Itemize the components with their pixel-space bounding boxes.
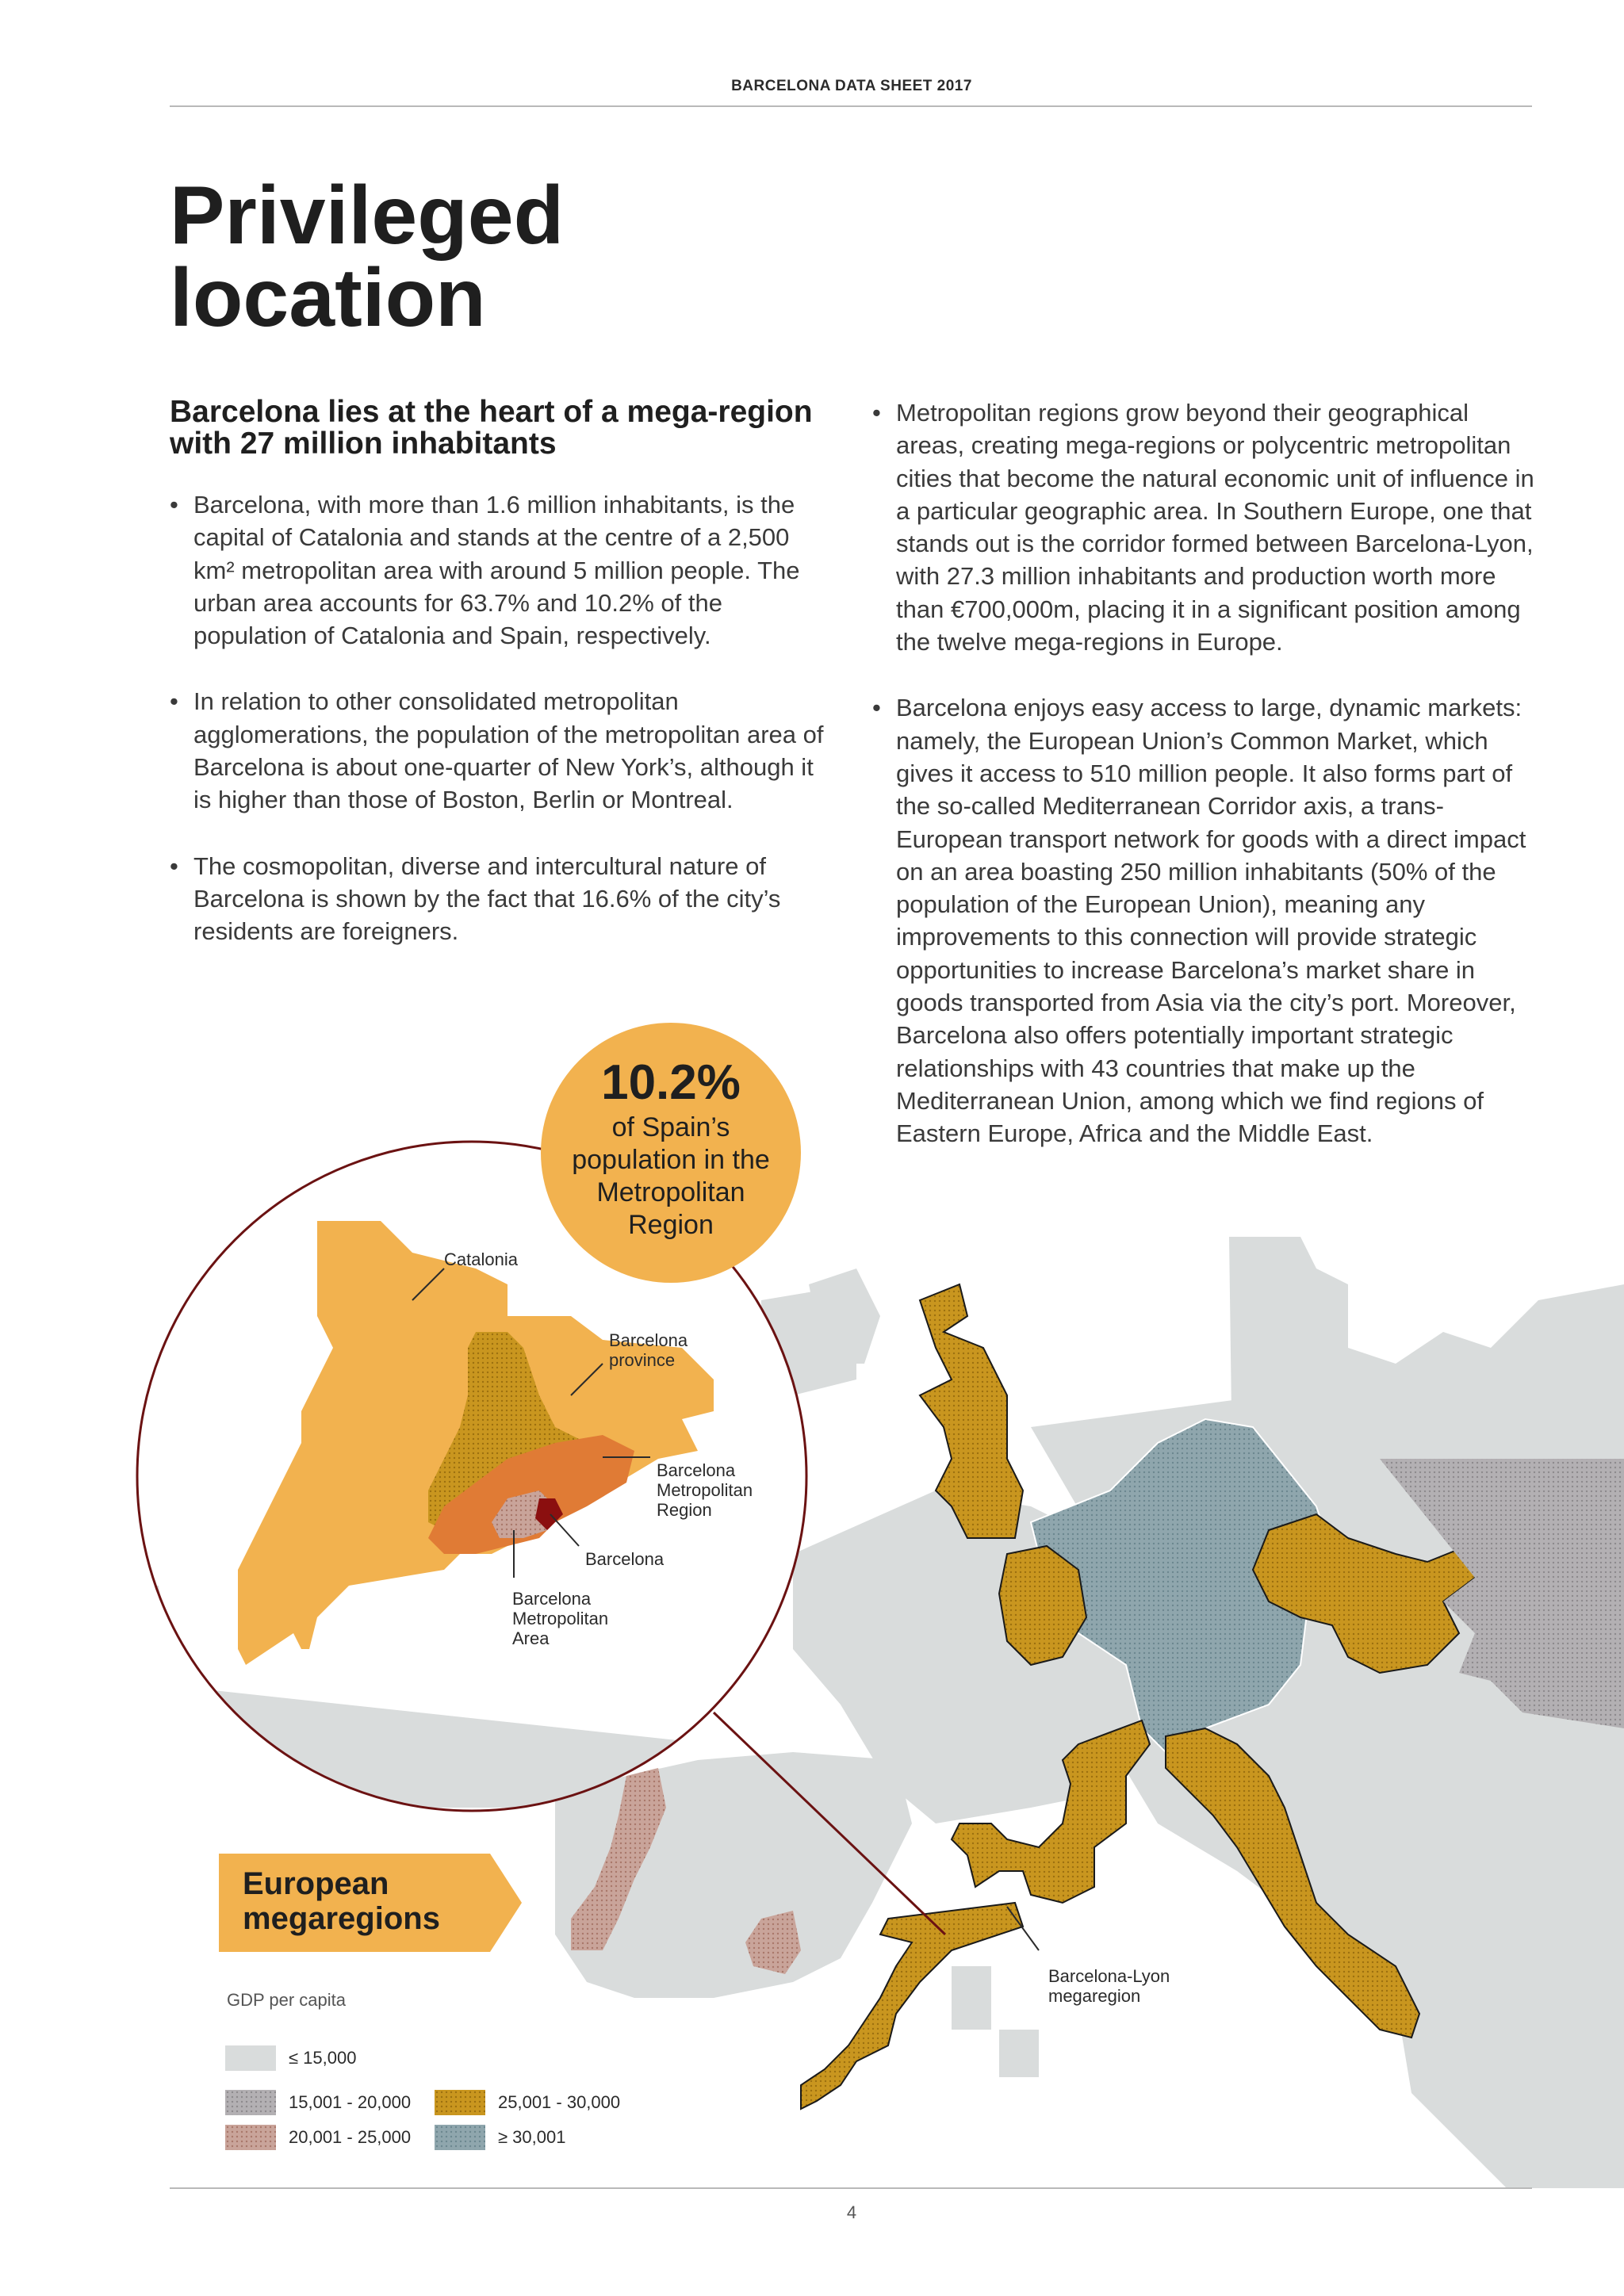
label-province-line-2: province [609, 1350, 676, 1370]
bullet-item: • Barcelona enjoys easy access to large, dynamic markets: namely, the European Union’s Common Market, which gives it access to 510 million people. It also forms part of the so-called Mediterranean Corridor axis, a trans-European transport network for goods with a direct impact on an area boasting 250 million inhabitants (50% of the population of the European Union), meaning any improvements to this connection will provide strategic opportunities to increase Barcelona’s market share in goods transported from Asia via the city’s port. Moreover, Barcelona also offers potentially important strategic relationships with 43 countries that make up the Mediterranean Union, among which we find regions of Eastern Europe, Africa and the Middle East. [872, 691, 1538, 1150]
label-metro-area-line-2: Metropolitan [512, 1609, 609, 1628]
bullet-item: • Metropolitan regions grow beyond their geographical areas, creating mega-regions or polycentric metropolitan cities that become the natural economic unit of influence in a particular geographic area. In Southern Europe, one that stands out is the corridor formed between Barcelona-Lyon, with 27.3 million inhabitants and production worth more than €700,000m, placing it in a significant position among the twelve mega-regions in Europe. [872, 396, 1538, 658]
legend-label: 25,001 - 30,000 [498, 2092, 621, 2112]
label-metro-area-line-3: Area [512, 1628, 550, 1648]
legend-swatch [435, 2125, 485, 2150]
legend-label: 20,001 - 25,000 [289, 2127, 412, 2147]
label-barcelona: Barcelona [585, 1549, 665, 1569]
legend-label: ≥ 30,001 [498, 2127, 566, 2147]
label-catalonia: Catalonia [444, 1249, 518, 1269]
bullet-item: • Barcelona, with more than 1.6 million inhabitants, is the capital of Catalonia and stands at the centre of a 2,500 km² metropolitan area with around 5 million people. The urban area accounts for 63.7% and 10.2% of the population of Catalonia and Spain, respectively. [170, 488, 836, 652]
page-title-line-1: Privileged [170, 170, 565, 262]
legend-title: GDP per capita [227, 1990, 347, 2010]
banner-line-2: megaregions [243, 1901, 440, 1936]
label-barcelona-province [609, 1330, 688, 1370]
page-title-line-2: location [170, 252, 486, 344]
label-metro-area [512, 1589, 608, 1648]
banner-line-1: European [243, 1866, 389, 1901]
label-metro-region [657, 1460, 753, 1520]
callout-value: 10.2% [601, 1055, 741, 1110]
footer-rule [170, 2187, 1532, 2189]
callout-line-4: Region [628, 1210, 714, 1240]
legend-swatch [225, 2125, 276, 2150]
callout-badge [541, 1023, 801, 1283]
label-metro-region-line-1: Barcelona [657, 1460, 736, 1480]
callout-line-2: population in the [572, 1145, 770, 1175]
callout-line-3: Metropolitan [596, 1177, 745, 1207]
legend-swatch [225, 2090, 276, 2115]
bullet-item: • The cosmopolitan, diverse and intercultural nature of Barcelona is shown by the fact that 16.6% of the city’s residents are foreigners. [170, 850, 836, 948]
callout-line-1: of Spain’s [611, 1112, 730, 1142]
legend-label: ≤ 15,000 [289, 2048, 357, 2068]
label-metro-area-line-1: Barcelona [512, 1589, 592, 1609]
label-megaregion-line-1: Barcelona-Lyon [1048, 1966, 1170, 1986]
legend-label: 15,001 - 20,000 [289, 2092, 412, 2112]
page-number: 4 [846, 2202, 857, 2222]
callout-text [557, 1112, 785, 1242]
legend-swatch [435, 2090, 485, 2115]
banner-title [243, 1866, 440, 1936]
mediterranean-islands-shape [952, 1966, 1039, 2077]
label-metro-region-line-2: Metropolitan [657, 1480, 753, 1500]
label-province-line-1: Barcelona [609, 1330, 688, 1350]
label-barcelona-lyon-megaregion [1048, 1966, 1170, 2006]
bullet-item: • In relation to other consolidated metropolitan agglomerations, the population of the metropolitan area of Barcelona is about one-quarter of New York’s, although it is higher than those of Boston, Berlin or Montreal. [170, 685, 836, 816]
legend-swatch [225, 2045, 276, 2071]
section-heading: Barcelona lies at the heart of a mega-region with 27 million inhabitants [170, 395, 813, 461]
header-title: BARCELONA DATA SHEET 2017 [731, 78, 972, 94]
label-megaregion-line-2: megaregion [1048, 1986, 1141, 2006]
label-metro-region-line-3: Region [657, 1500, 712, 1520]
